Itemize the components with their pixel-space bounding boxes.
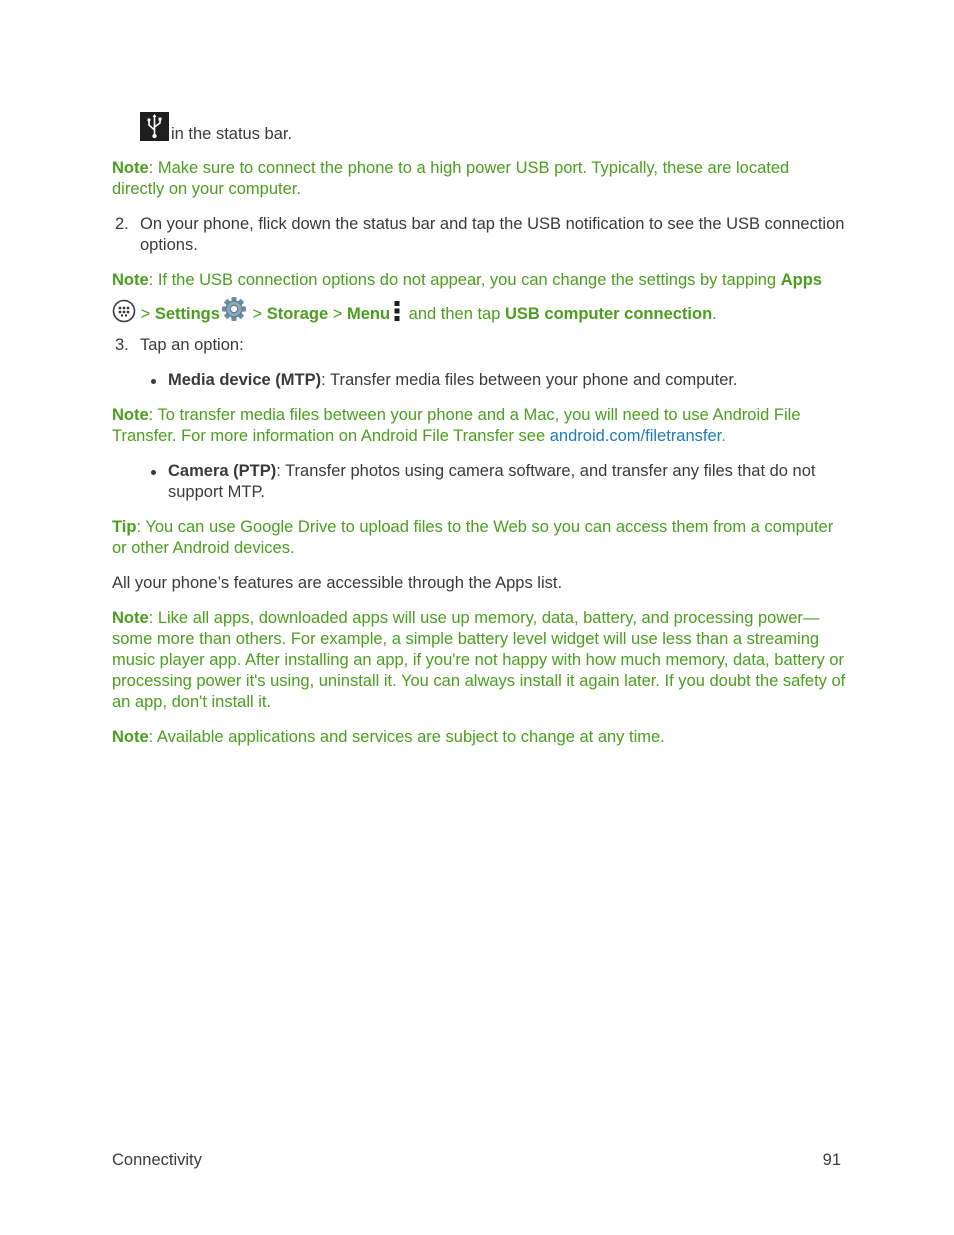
note-4-line-5: an app, don't install it. — [112, 693, 272, 711]
note-1-line-2: directly on your computer. — [112, 180, 301, 198]
note-label: Note — [112, 609, 149, 627]
settings-label: Settings — [154, 305, 220, 323]
menu-overflow-icon — [394, 301, 400, 330]
note-2-line-2: > Settings > Storage > Menu and then tap USB computer connection. — [112, 296, 717, 332]
apps-grid-icon — [112, 299, 136, 332]
usb-connection-label: USB computer connection — [504, 305, 713, 323]
tip-line-1: Tip: You can use Google Drive to upload files to the Web so you can access them from a computer — [112, 518, 834, 536]
filetransfer-link[interactable]: android.com/filetransfer — [549, 427, 722, 445]
status-bar-text: in the status bar. — [171, 125, 293, 143]
note-label: Note — [112, 728, 149, 746]
bullet-camera-line-2: support MTP. — [168, 483, 265, 501]
note-label: Note — [112, 271, 149, 289]
step-2-number: 2. — [115, 215, 129, 233]
note-3-line-2: Transfer. For more information on Android File Transfer see android.com/filetransfer. — [112, 427, 726, 445]
note-1-line-1: Note: Make sure to connect the phone to a high power USB port. Typically, these are located — [112, 159, 790, 177]
note-5: Note: Available applications and services are subject to change at any time. — [112, 728, 665, 746]
note-3-line-1: Note: To transfer media files between your phone and a Mac, you will need to use Android File — [112, 406, 801, 424]
bullet-dot — [151, 470, 156, 475]
tip-line-2: or other Android devices. — [112, 539, 295, 557]
note-4-line-4: processing power it's using, uninstall it. You can always install it again later. If you doubt the safety of — [112, 672, 846, 690]
bullet-media-device: Media device (MTP): Transfer media files between your phone and computer. — [168, 371, 738, 389]
bullet-camera-line-1: Camera (PTP): Transfer photos using camera software, and transfer any files that do not — [168, 462, 816, 480]
apps-paragraph: All your phone’s features are accessible through the Apps list. — [112, 574, 563, 592]
note-4-line-2: some more than others. For example, a simple battery level widget will use less than a streaming — [112, 630, 820, 648]
tip-label: Tip — [112, 518, 137, 536]
note-4-line-3: music player app. After installing an app, if you're not happy with how much memory, data, battery or — [112, 651, 844, 669]
menu-label: Menu — [346, 305, 391, 323]
note-label: Note — [112, 159, 149, 177]
step-3-number: 3. — [115, 336, 129, 354]
usb-icon — [140, 112, 169, 141]
note-4-line-1: Note: Like all apps, downloaded apps will use up memory, data, battery, and processing power— — [112, 609, 820, 627]
step-2-line-2: options. — [140, 236, 198, 254]
bullet-dot — [151, 379, 156, 384]
note-label: Note — [112, 406, 149, 424]
footer-section: Connectivity — [112, 1151, 202, 1169]
page-number: 91 — [822, 1151, 841, 1169]
note-2-line-1: Note: If the USB connection options do not appear, you can change the settings by tapping Apps — [112, 271, 822, 289]
step-2-line-1: On your phone, flick down the status bar and tap the USB notification to see the USB connection — [140, 215, 845, 233]
storage-label: Storage — [266, 305, 329, 323]
step-3-text: Tap an option: — [140, 336, 244, 354]
gear-icon — [220, 296, 248, 331]
apps-label: Apps — [780, 271, 822, 289]
